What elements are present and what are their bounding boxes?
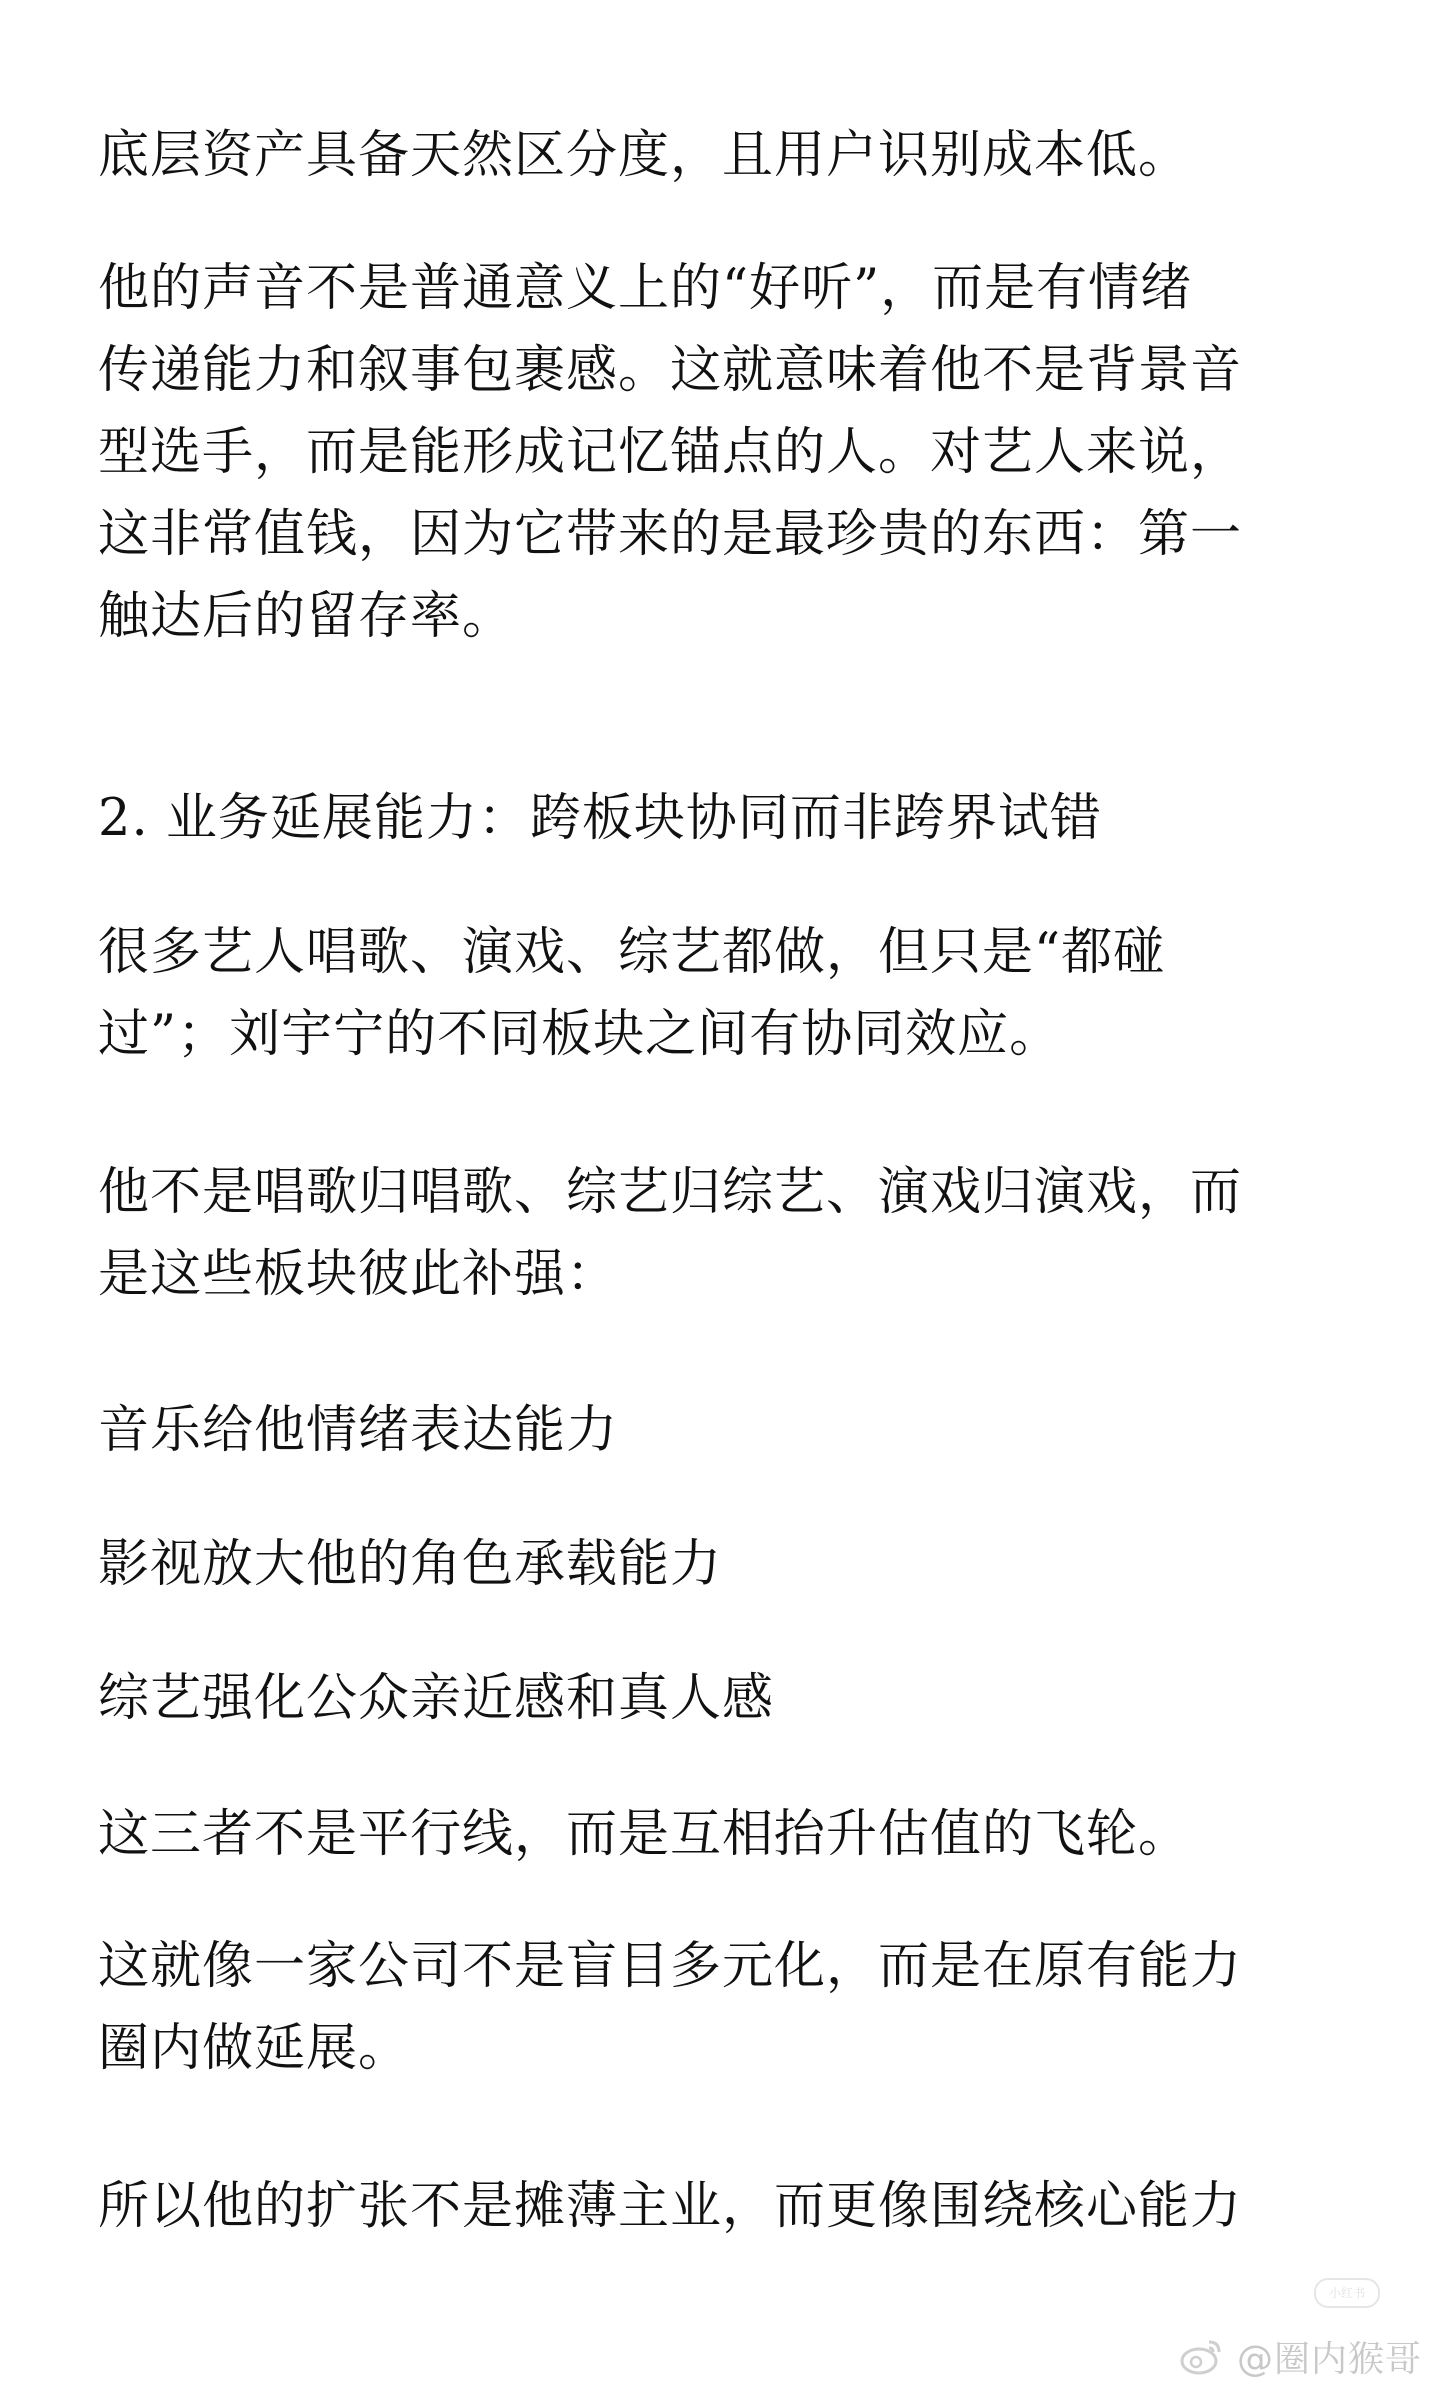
paragraph: 这就像一家公司不是盲目多元化，而是在原有能力 圈内做延展。 [98,1937,1243,2078]
paragraph: 他不是唱歌归唱歌、综艺归综艺、演戏归演戏，而 是这些板块彼此补强： [98,1163,1243,1304]
watermark-handle: @圈内猴哥 [1236,2338,1422,2380]
paragraph: 所以他的扩张不是摊薄主业，而更像围绕核心能力 [98,2177,1243,2236]
paragraph: 底层资产具备天然区分度，且用户识别成本低。 [98,126,1191,185]
paragraph: 很多艺人唱歌、演戏、综艺都做，但只是“都碰 过”；刘宇宁的不同板块之间有协同效应。 [98,923,1166,1064]
watermark-badge: 小红书 [1314,2278,1380,2308]
list-item: 影视放大他的角色承载能力 [98,1535,723,1594]
watermark [1179,2332,1422,2380]
list-item: 音乐给他情绪表达能力 [98,1401,619,1460]
paragraph-heading: 2. 业务延展能力：跨板块协同而非跨界试错 [98,789,1102,848]
list-item: 综艺强化公众亲近感和真人感 [98,1669,775,1728]
paragraph: 他的声音不是普通意义上的“好听”，而是有情绪 传递能力和叙事包裹感。这就意味着他不是背景音 型选手，而是能形成记忆锚点的人。对艺人来说， 这非常值钱，因为它带来的是最珍贵的东西：第一 触达后的留存率。 [98,259,1243,646]
paragraph: 这三者不是平行线，而是互相抬升估值的飞轮。 [98,1805,1191,1864]
weibo-icon [1179,2336,1225,2376]
